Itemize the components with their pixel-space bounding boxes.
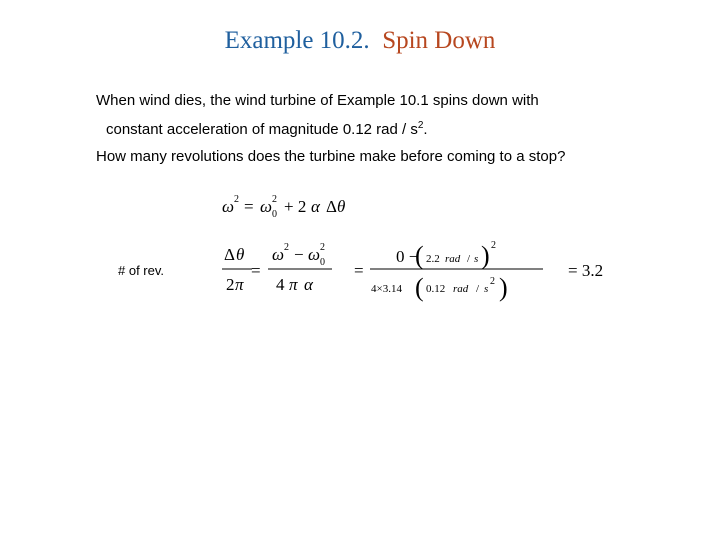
svg-text:−: − [294,245,304,264]
svg-text:0.12: 0.12 [426,283,446,295]
svg-text:2: 2 [491,240,496,251]
svg-text:/: / [476,283,480,295]
svg-text:0: 0 [320,257,325,268]
svg-text:2: 2 [284,242,289,253]
svg-text:α: α [311,197,320,216]
svg-text:rad: rad [453,283,469,295]
svg-text:+ 2: + 2 [284,197,307,216]
svg-text:ω: ω [272,245,285,264]
slide-title [0,27,720,55]
svg-text:4×3.14: 4×3.14 [371,283,402,295]
svg-text:θ: θ [337,197,346,216]
problem-line-2 [106,120,428,138]
svg-text:s: s [474,253,479,265]
title-number: Example 10.2. [224,27,370,54]
svg-text:=: = [354,261,364,280]
svg-text:rad: rad [445,253,461,265]
svg-text:π: π [235,275,244,294]
svg-text:ω: ω [222,197,235,216]
problem-line-2-end: . [423,121,428,138]
result-value: = 3.2 [568,261,604,280]
svg-text:Δ: Δ [326,197,337,216]
svg-text:=: = [251,261,261,280]
kinematics-equation [218,188,378,228]
svg-text:=: = [244,197,254,216]
svg-text:2: 2 [320,242,325,253]
svg-text:2: 2 [234,194,239,205]
question-text: How many revolutions does the turbine make before coming to a stop? [96,148,566,165]
svg-text:θ: θ [236,245,245,264]
svg-text:2: 2 [226,275,235,294]
svg-text:ω: ω [308,245,321,264]
svg-text:0: 0 [272,209,277,220]
svg-text:(: ( [415,273,424,302]
svg-text:s: s [484,283,489,295]
svg-text:Δ: Δ [224,245,235,264]
svg-text:(: ( [415,241,424,270]
svg-text:π: π [289,275,298,294]
svg-text:2: 2 [490,276,495,287]
title-name: Spin Down [382,27,496,54]
revolutions-equation [218,236,618,316]
problem-line-2-exponent: 2 [417,120,424,131]
svg-text:2: 2 [272,194,277,205]
svg-text:/: / [467,253,471,265]
svg-text:): ) [499,273,508,302]
problem-line-2-text: constant acceleration of magnitude 0.12 rad / s [106,121,418,138]
svg-text:0 −: 0 − [396,247,419,266]
revolutions-label: # of rev. [118,263,165,278]
svg-text:): ) [481,241,490,270]
svg-text:2.2: 2.2 [426,253,440,265]
svg-text:ω: ω [260,197,273,216]
svg-text:α: α [304,275,313,294]
problem-line-1: When wind dies, the wind turbine of Example 10.1 spins down with [96,92,539,109]
svg-text:4: 4 [276,275,285,294]
